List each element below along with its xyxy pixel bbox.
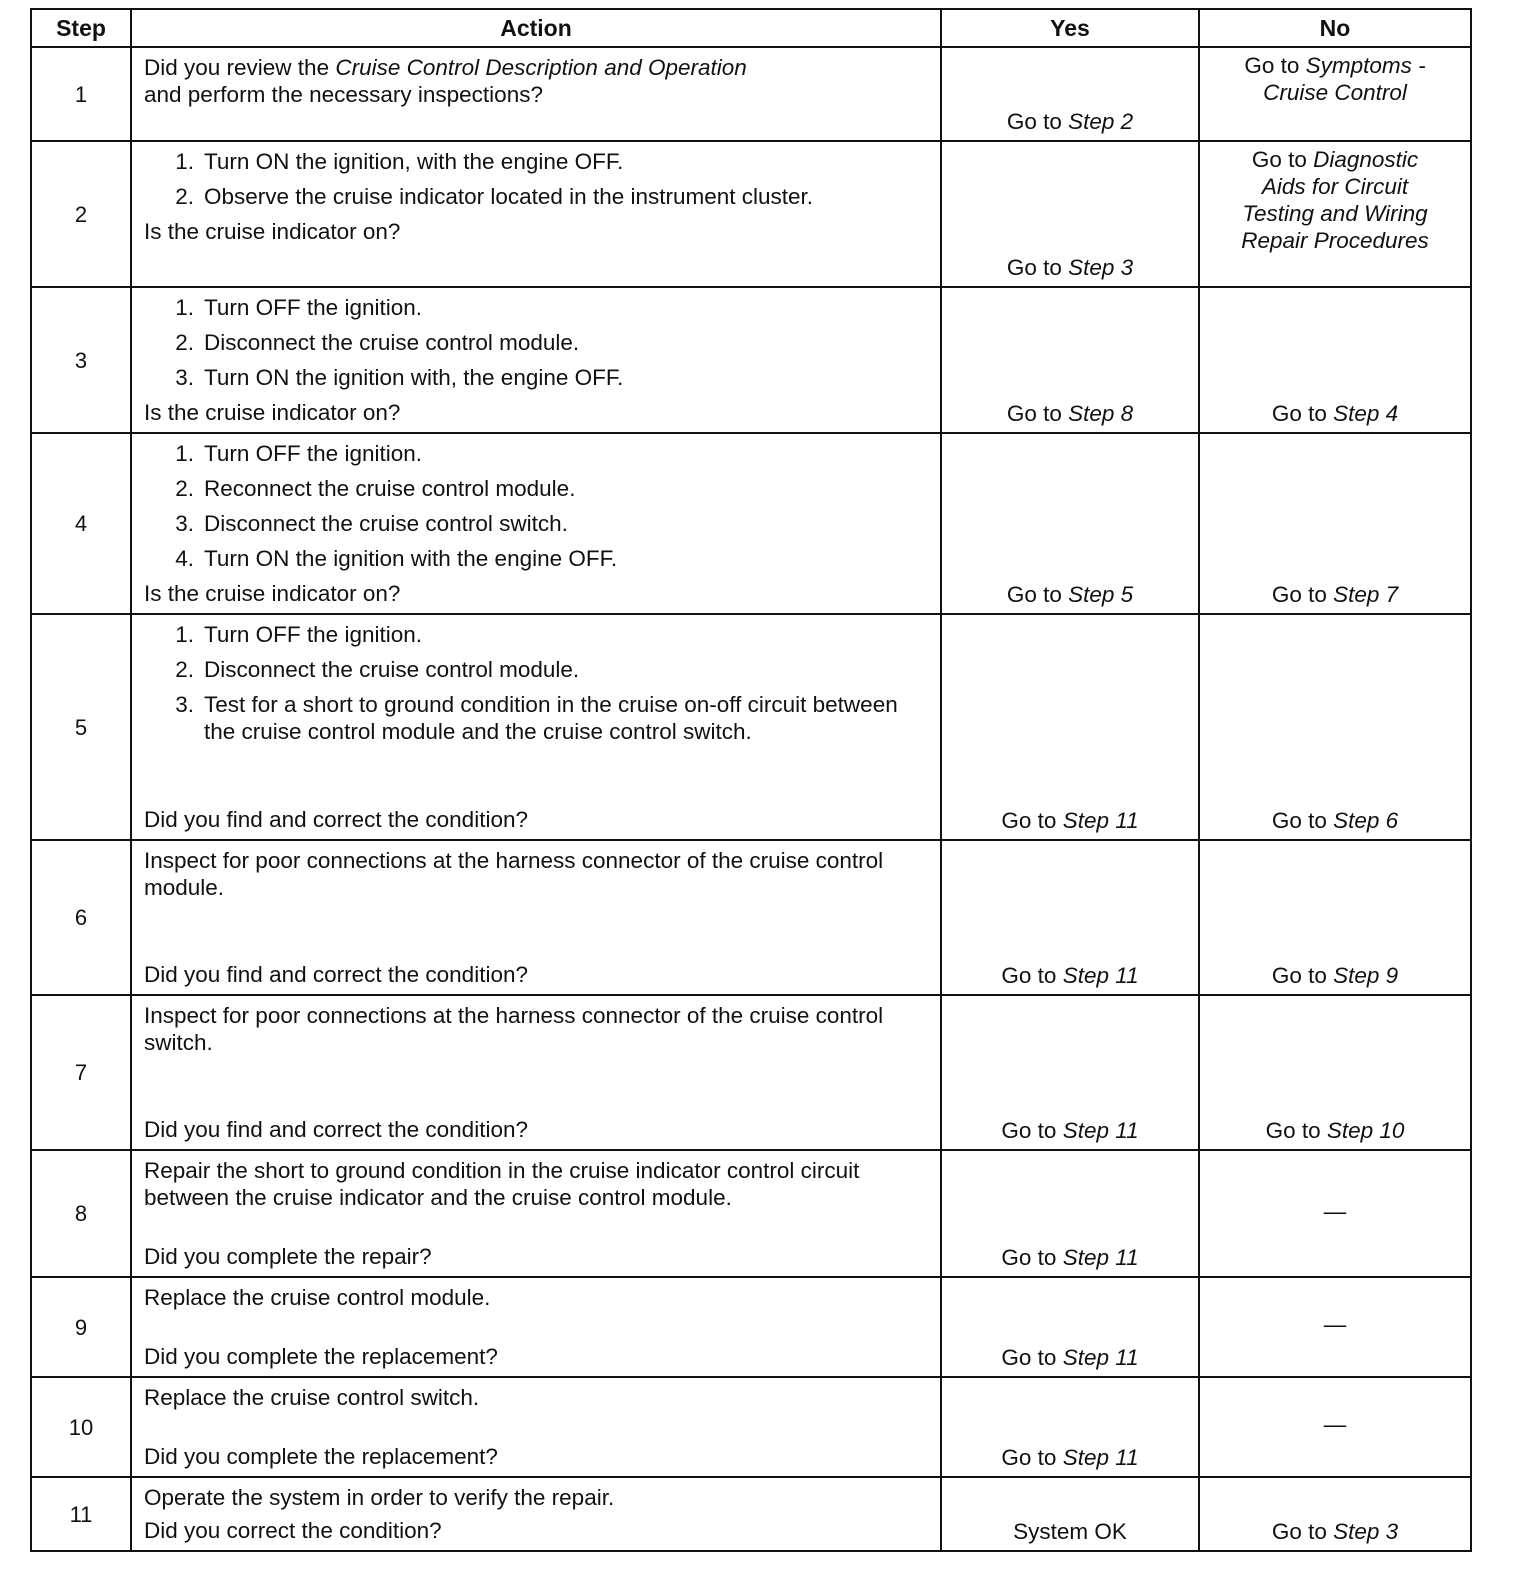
no-dash: — — [1323, 1198, 1347, 1224]
table-row — [31, 1477, 1471, 1551]
yes-link[interactable]: Step 11 — [1062, 1245, 1139, 1270]
table-row — [31, 141, 1471, 287]
yes-prefix: Go to — [1006, 401, 1069, 426]
substep-list — [144, 621, 928, 753]
list-item: 2. Observe the cruise indicator located in the instrument cluster. — [175, 184, 814, 209]
action-cell — [131, 1477, 941, 1551]
action-text: Operate the system in order to verify the repair. — [144, 1485, 615, 1510]
no-cell — [1199, 995, 1471, 1150]
no-prefix: Go to — [1271, 401, 1334, 426]
step-number: 9 — [31, 1277, 131, 1377]
yes-cell — [941, 141, 1199, 287]
action-cell — [131, 995, 941, 1150]
action-cell — [131, 1377, 941, 1477]
action-cell — [131, 141, 941, 287]
action-question: Is the cruise indicator on? — [144, 219, 401, 244]
no-link[interactable]: Symptoms - Cruise Control — [1263, 53, 1426, 105]
list-item: 1. Turn OFF the ignition. — [175, 441, 423, 466]
no-cell — [1199, 141, 1471, 287]
action-question: Did you find and correct the condition? — [144, 1117, 528, 1142]
no-cell — [1199, 1377, 1471, 1477]
doc-reference-link[interactable]: Cruise Control Description and Operation — [335, 55, 747, 80]
yes-prefix: Go to — [1001, 808, 1063, 833]
yes-cell — [941, 614, 1199, 840]
yes-prefix: Go to — [1001, 963, 1063, 988]
yes-cell — [941, 1277, 1199, 1377]
action-text: Inspect for poor connections at the harness connector of the cruise control switch. — [144, 1003, 884, 1055]
yes-cell — [941, 1377, 1199, 1477]
yes-prefix: Go to — [1001, 1445, 1063, 1470]
header-yes: Yes — [941, 9, 1199, 47]
no-cell — [1199, 840, 1471, 995]
action-text: Replace the cruise control switch. — [144, 1385, 480, 1410]
yes-link[interactable]: Step 2 — [1068, 109, 1134, 134]
action-cell — [131, 614, 941, 840]
no-cell — [1199, 287, 1471, 433]
yes-link[interactable]: Step 11 — [1062, 1345, 1139, 1370]
header-row — [31, 9, 1471, 47]
step-number: 4 — [31, 433, 131, 614]
diagnostic-table-sheet — [30, 8, 1470, 1552]
yes-prefix: Go to — [1006, 582, 1069, 607]
no-prefix: Go to — [1244, 53, 1306, 78]
no-link[interactable]: Step 9 — [1333, 963, 1399, 988]
no-prefix: Go to — [1271, 808, 1334, 833]
substep-list — [144, 294, 928, 391]
yes-cell — [941, 1150, 1199, 1277]
yes-prefix: Go to — [1001, 1345, 1063, 1370]
no-cell — [1199, 1277, 1471, 1377]
yes-link[interactable]: Step 11 — [1062, 1118, 1139, 1143]
substep-list — [144, 148, 928, 210]
yes-cell — [941, 1477, 1199, 1551]
table-row — [31, 287, 1471, 433]
step-number: 7 — [31, 995, 131, 1150]
no-dash: — — [1323, 1312, 1347, 1337]
list-item: 1. Turn OFF the ignition. — [175, 295, 423, 320]
no-dash: — — [1323, 1412, 1347, 1437]
table-row — [31, 433, 1471, 614]
step-number: 5 — [31, 614, 131, 840]
table-row — [31, 614, 1471, 840]
no-prefix: Go to — [1271, 582, 1334, 607]
no-cell — [1199, 614, 1471, 840]
yes-link[interactable]: Step 5 — [1068, 582, 1134, 607]
action-question: Did you find and correct the condition? — [144, 962, 528, 987]
yes-cell — [941, 287, 1199, 433]
list-item: 3. Test for a short to ground condition in the cruise on-off circuit between the cruise control module and the cruise control switch. — [175, 692, 898, 744]
action-question: Is the cruise indicator on? — [144, 400, 401, 425]
list-item: 3. Turn ON the ignition with, the engine OFF. — [175, 365, 624, 390]
list-item: 1. Turn ON the ignition, with the engine OFF. — [175, 149, 624, 174]
header-action: Action — [131, 9, 941, 47]
action-text: Inspect for poor connections at the harness connector of the cruise control module. — [144, 848, 884, 900]
list-item: 1. Turn OFF the ignition. — [175, 622, 423, 647]
action-question: Is the cruise indicator on? — [144, 581, 401, 606]
table-row — [31, 1377, 1471, 1477]
table-row — [31, 1150, 1471, 1277]
table-row — [31, 995, 1471, 1150]
no-prefix: Go to — [1271, 963, 1334, 988]
step-number: 11 — [31, 1477, 131, 1551]
no-cell — [1199, 47, 1471, 141]
no-prefix: Go to — [1271, 1519, 1334, 1544]
no-prefix: Go to — [1265, 1118, 1327, 1143]
step-number: 10 — [31, 1377, 131, 1477]
no-cell — [1199, 433, 1471, 614]
list-item: 2. Disconnect the cruise control module. — [175, 330, 580, 355]
action-text: and perform the necessary inspections? — [144, 82, 543, 107]
yes-link[interactable]: Step 3 — [1068, 255, 1134, 280]
yes-link[interactable]: Step 11 — [1062, 1445, 1139, 1470]
step-number: 6 — [31, 840, 131, 995]
yes-prefix: Go to — [1001, 1118, 1063, 1143]
no-link[interactable]: Step 6 — [1333, 808, 1399, 833]
action-cell — [131, 433, 941, 614]
yes-prefix: Go to — [1006, 255, 1069, 280]
yes-cell — [941, 47, 1199, 141]
list-item: 2. Disconnect the cruise control module. — [175, 657, 580, 682]
action-cell — [131, 840, 941, 995]
header-no: No — [1199, 9, 1471, 47]
yes-link[interactable]: Step 8 — [1068, 401, 1134, 426]
no-link[interactable]: Step 7 — [1333, 582, 1399, 607]
action-text: Repair the short to ground condition in the cruise indicator control circuit between the cruise indicator and the cruise control module. — [144, 1158, 860, 1210]
list-item: 3. Disconnect the cruise control switch. — [175, 511, 568, 536]
no-link[interactable]: Diagnostic Aids for Circuit Testing and Wiring Repair Procedures — [1241, 147, 1429, 253]
no-link[interactable]: Step 3 — [1333, 1519, 1399, 1544]
step-number: 3 — [31, 287, 131, 433]
no-cell — [1199, 1150, 1471, 1277]
step-number: 1 — [31, 47, 131, 141]
yes-prefix: Go to — [1001, 1245, 1063, 1270]
action-question: Did you complete the repair? — [144, 1244, 432, 1269]
action-question: Did you complete the replacement? — [144, 1344, 498, 1369]
yes-link[interactable]: Step 11 — [1062, 963, 1139, 988]
table-row — [31, 1277, 1471, 1377]
step-number: 8 — [31, 1150, 131, 1277]
no-link[interactable]: Step 4 — [1333, 401, 1399, 426]
no-prefix: Go to — [1251, 147, 1314, 172]
action-text: Replace the cruise control module. — [144, 1285, 491, 1310]
table-row — [31, 840, 1471, 995]
action-question: Did you complete the replacement? — [144, 1444, 498, 1469]
action-cell — [131, 47, 941, 141]
no-cell — [1199, 1477, 1471, 1551]
action-question: Did you correct the condition? — [144, 1518, 442, 1543]
list-item: 4. Turn ON the ignition with the engine OFF. — [175, 546, 618, 571]
yes-cell — [941, 995, 1199, 1150]
step-number: 2 — [31, 141, 131, 287]
list-item: 2. Reconnect the cruise control module. — [175, 476, 576, 501]
yes-cell — [941, 840, 1199, 995]
action-text: Did you review the — [144, 55, 336, 80]
yes-prefix: Go to — [1006, 109, 1069, 134]
diagnostic-table — [30, 8, 1472, 1552]
action-cell — [131, 1150, 941, 1277]
no-link[interactable]: Step 10 — [1326, 1118, 1405, 1143]
action-question: Did you find and correct the condition? — [144, 807, 528, 832]
action-cell — [131, 287, 941, 433]
action-intro — [144, 54, 928, 108]
action-cell — [131, 1277, 941, 1377]
table-row — [31, 47, 1471, 141]
header-step: Step — [31, 9, 131, 47]
yes-cell — [941, 433, 1199, 614]
yes-result: System OK — [1013, 1519, 1127, 1544]
substep-list — [144, 440, 928, 572]
yes-link[interactable]: Step 11 — [1062, 808, 1139, 833]
